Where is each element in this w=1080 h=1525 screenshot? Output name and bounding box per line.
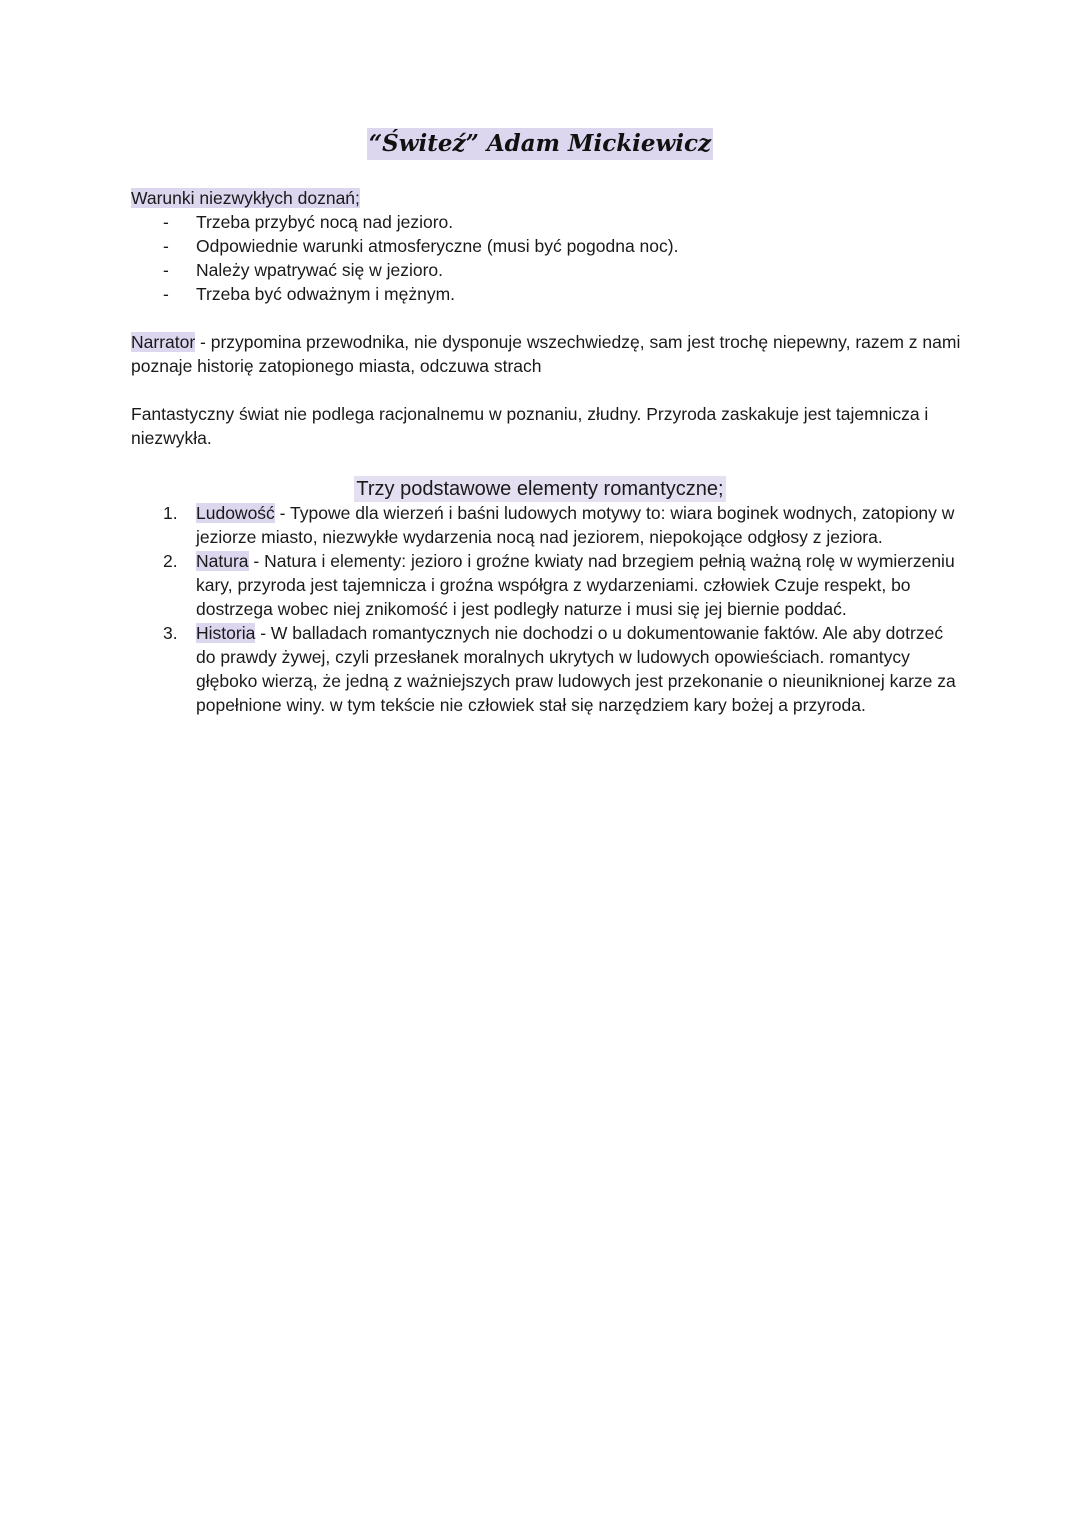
list-number: 3.	[163, 623, 178, 643]
list-number: 2.	[163, 551, 178, 571]
bullet-dash: -	[163, 236, 169, 256]
list-item	[131, 210, 961, 234]
title-container	[0, 128, 1080, 160]
element-text: - Typowe dla wierzeń i baśni ludowych motywy to: wiara boginek wodnych, zatopiony w jeziorze miasto, niezwykłe wydarzenia nocą nad jeziorem, niepokojące odgłosy z jeziora.	[196, 503, 955, 547]
list-item	[131, 258, 961, 282]
elements-list	[131, 501, 961, 717]
element-text: - W balladach romantycznych nie dochodzi o u dokumentowanie faktów. Ale aby dotrzeć do prawdy żywej, czyli przesłanek moralnych ukrytych w ludowych opowieściach. romantycy głęboko wierzą, że jedną z ważniejszych praw ludowych jest przekonanie o nieuniknionej karze za popełnione winy. w tym tekście nie człowiek stał się narzędziem kary bożej a przyroda.	[196, 623, 956, 715]
list-item-text: Trzeba przybyć nocą nad jezioro.	[196, 212, 454, 232]
bullet-dash: -	[163, 260, 169, 280]
conditions-section	[131, 186, 961, 306]
element-term: Ludowość	[196, 503, 275, 523]
fantasy-text: Fantastyczny świat nie podlega racjonalnemu w poznaniu, złudny. Przyroda zaskakuje jest tajemnicza i niezwykła.	[131, 404, 929, 448]
narrator-text: - przypomina przewodnika, nie dysponuje wszechwiedzę, sam jest trochę niepewny, razem z nami poznaje historię zatopionego miasta, odczuwa strach	[131, 332, 961, 376]
list-item	[131, 549, 961, 621]
list-item	[131, 234, 961, 258]
conditions-list	[131, 210, 961, 306]
list-item-text: Trzeba być odważnym i mężnym.	[196, 284, 456, 304]
page-title: “Świteź” Adam Mickiewicz	[367, 128, 713, 160]
element-text: - Natura i elementy: jezioro i groźne kwiaty nad brzegiem pełnią ważną rolę w wymierzeniu kary, przyroda jest tajemnicza i groźna współgra z wydarzeniami. człowiek Czuje respekt, bo dostrzega wobec niej znikomość i jest podległy naturze i musi się jej biernie poddać.	[196, 551, 955, 619]
elements-heading-container	[0, 476, 1080, 502]
list-item	[131, 282, 961, 306]
list-item-text: Odpowiednie warunki atmosferyczne (musi być pogodna noc).	[196, 236, 679, 256]
conditions-heading: Warunki niezwykłych doznań;	[131, 188, 360, 208]
narrator-term: Narrator	[131, 332, 196, 352]
list-item	[131, 501, 961, 549]
elements-section	[131, 501, 961, 717]
list-item-text: Należy wpatrywać się w jezioro.	[196, 260, 444, 280]
narrator-paragraph	[131, 330, 961, 378]
fantasy-paragraph	[131, 402, 961, 450]
list-item	[131, 621, 961, 717]
element-term: Historia	[196, 623, 256, 643]
list-number: 1.	[163, 503, 178, 523]
bullet-dash: -	[163, 284, 169, 304]
element-term: Natura	[196, 551, 249, 571]
bullet-dash: -	[163, 212, 169, 232]
elements-heading: Trzy podstawowe elementy romantyczne;	[356, 478, 724, 500]
